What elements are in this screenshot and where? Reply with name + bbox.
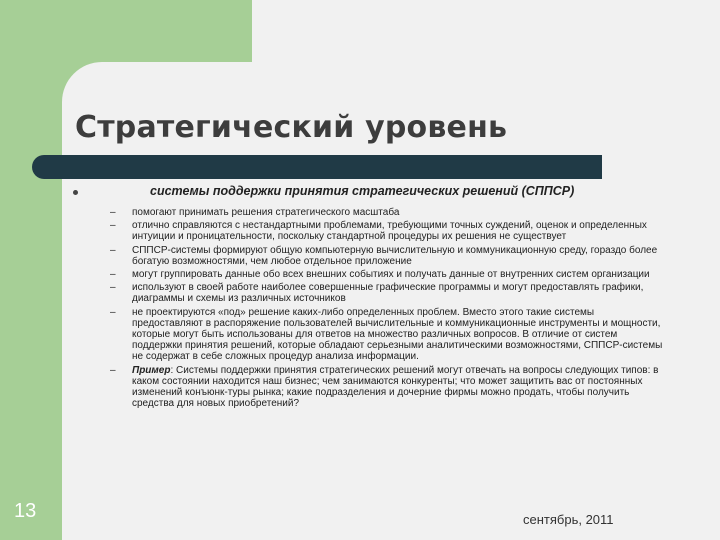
dash-icon: – <box>110 364 116 376</box>
example-text-block <box>132 365 665 410</box>
example-label: Пример <box>132 364 171 376</box>
list-item-text: помогают принимать решения стратегического масштаба <box>132 207 400 218</box>
section-heading: системы поддержки принятия стратегических решений (СППСР) <box>150 184 575 198</box>
slide-title: Стратегический уровень <box>75 110 508 145</box>
example-item <box>110 365 665 410</box>
list-item <box>110 269 665 280</box>
list-item <box>110 207 665 218</box>
footer-date: сентябрь, 2011 <box>523 512 614 527</box>
list-item <box>110 220 665 242</box>
list-item-text: СППСР-системы формируют общую компьютерную вычислительную и коммуникационную среду, гораздо более богатую возможностями, чем любое отдельное приложение <box>132 244 658 267</box>
slide-number: 13 <box>14 500 37 522</box>
example-text: : Системы поддержки принятия стратегических решений могут отвечать на вопросы следующих типов: в каком состоянии находится наш бизнес; чем занимаются конкуренты; что может защитить вас от постоянных изменений конъюнк-туры рынка; какие подразделения и дочерние фирмы можно продать, чтобы получить средства для новых приобретений? <box>132 364 659 410</box>
dash-icon: – <box>110 282 116 294</box>
list-item <box>110 307 665 363</box>
list-item <box>110 245 665 267</box>
list-item <box>110 282 665 304</box>
dash-icon: – <box>110 207 116 218</box>
dash-icon: – <box>110 244 116 256</box>
decorative-sidebar <box>0 0 62 540</box>
bullet-list <box>110 207 665 411</box>
bullet-dot-icon <box>73 190 78 195</box>
list-item-text: используют в своей работе наиболее совершенные графические программы и могут предоставлять графики, диаграммы и схемы из различных источников <box>132 282 644 305</box>
list-item-text: не проектируются «под» решение каких-либо определенных проблем. Вместо этого такие системы предоставляют в распоряжение пользователей вычислительные и коммуникационные инструменты и мощности, которые могут быть использованы для ответов на множество различных вопросов. В отличие от систем поддержки принятия решений, которые обладают серьезными аналитическими возможностями, СППСР-системы не содержат в себе сложных процедур анализа информации. <box>132 306 663 363</box>
title-underline-bar <box>32 155 602 179</box>
decorative-corner <box>62 62 102 102</box>
dash-icon: – <box>110 269 116 281</box>
list-item-text: могут группировать данные обо всех внешних событиях и получать данные от внутренних систем организации <box>132 269 650 281</box>
list-item-text: отлично справляются с нестандартными проблемами, требующими точных суждений, оценок и определенных интуиции и проницательности, поскольку стандартной процедуры их решения не существует <box>132 220 647 243</box>
dash-icon: – <box>110 306 116 318</box>
decorative-top-band <box>0 0 252 62</box>
dash-icon: – <box>110 220 116 232</box>
